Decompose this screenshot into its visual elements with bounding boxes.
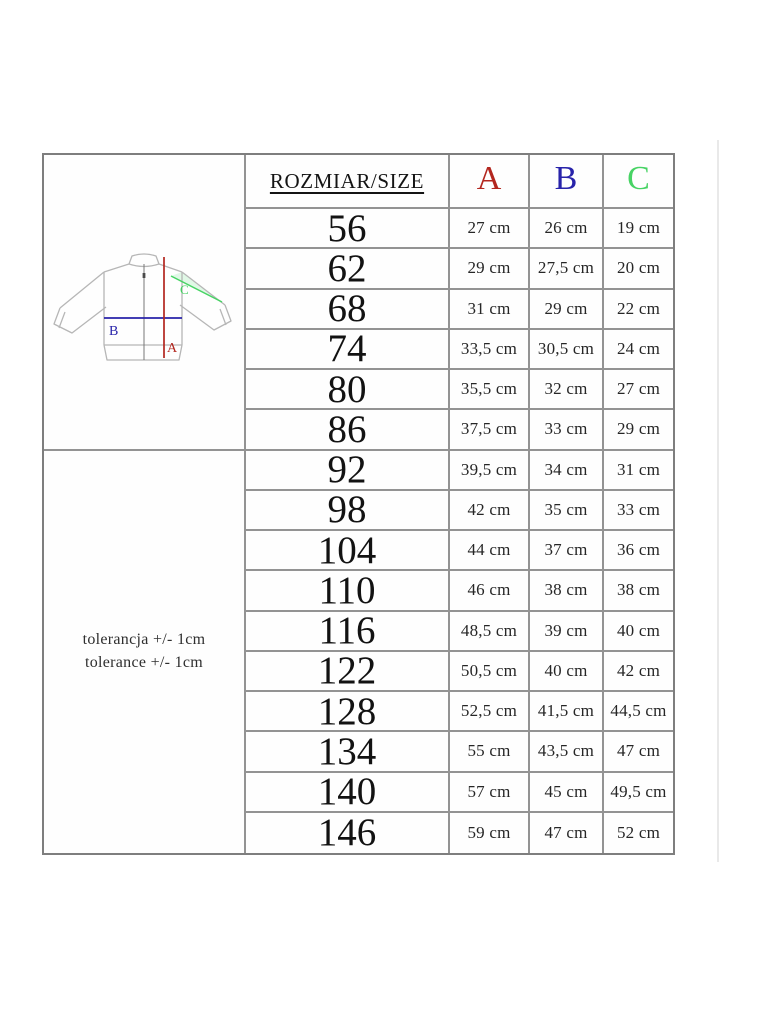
value-b-cell: 39 cm [530,612,604,652]
value-b-cell: 27,5 cm [530,249,604,289]
tolerance-text-en: tolerance +/- 1cm [84,653,204,671]
value-b-cell: 43,5 cm [530,732,604,772]
value-c-cell: 44,5 cm [604,692,673,732]
value-a-cell: 55 cm [450,732,530,772]
value-c-cell: 40 cm [604,612,673,652]
value-c-cell: 27 cm [604,370,673,410]
value-c-cell: 31 cm [604,451,673,491]
size-cell: 68 [246,290,450,330]
tolerance-text-pl: tolerancja +/- 1cm [82,631,206,649]
size-cell: 122 [246,652,450,692]
size-cell: 86 [246,410,450,450]
zipper-pull [143,273,146,278]
value-c-cell: 19 cm [604,209,673,249]
value-a-cell: 46 cm [450,571,530,611]
value-b-cell: 35 cm [530,491,604,531]
measure-line-c [171,276,222,302]
measure-label-c: C [180,282,189,297]
value-c-cell: 47 cm [604,732,673,772]
size-cell: 140 [246,773,450,813]
value-c-cell: 24 cm [604,330,673,370]
size-cell: 74 [246,330,450,370]
size-cell: 134 [246,732,450,772]
size-cell: 92 [246,451,450,491]
header-col-b: B [530,155,604,209]
value-c-cell: 38 cm [604,571,673,611]
tolerance-cell [44,451,246,854]
size-cell: 98 [246,491,450,531]
value-c-cell: 29 cm [604,410,673,450]
value-a-cell: 52,5 cm [450,692,530,732]
size-cell: 128 [246,692,450,732]
value-c-cell: 33 cm [604,491,673,531]
header-col-a: A [450,155,530,209]
jacket-diagram [44,252,244,382]
value-b-cell: 41,5 cm [530,692,604,732]
size-cell: 116 [246,612,450,652]
value-c-cell: 52 cm [616,822,661,842]
value-c-cell: 42 cm [604,652,673,692]
header-rozmiar-size: ROZMIAR/SIZE [246,155,450,209]
jacket-diagram-cell [44,155,246,451]
value-a-cell: 44 cm [450,531,530,571]
value-b-cell: 30,5 cm [530,330,604,370]
value-c-cell: 22 cm [604,290,673,330]
size-cell: 80 [246,370,450,410]
value-b-cell: 33 cm [530,410,604,450]
value-a-cell: 35,5 cm [450,370,530,410]
size-cell: 56 [246,209,450,249]
value-a-cell: 42 cm [450,491,530,531]
page-edge-line [717,140,719,862]
value-c-cell: 49,5 cm [604,773,673,813]
value-a-cell: 31 cm [450,290,530,330]
value-a-cell: 37,5 cm [450,410,530,450]
value-b-cell: 38 cm [530,571,604,611]
header-col-c: C [604,155,673,209]
size-chart-table [42,153,675,855]
value-a-cell: 29 cm [450,249,530,289]
measure-label-a: A [167,341,178,356]
value-c-cell: 36 cm [604,531,673,571]
value-a-cell: 59 cm [450,813,530,853]
size-cell: 104 [246,531,450,571]
value-b-cell: 32 cm [530,370,604,410]
value-b-cell: 40 cm [530,652,604,692]
measure-label-b: B [109,324,119,339]
value-b-cell: 45 cm [530,773,604,813]
value-a-cell: 27 cm [450,209,530,249]
value-b-cell: 26 cm [530,209,604,249]
size-cell: 146 [246,813,450,853]
value-b-cell: 47 cm [530,813,604,853]
value-b-cell: 37 cm [530,531,604,571]
size-cell: 62 [246,249,450,289]
value-b-cell: 34 cm [530,451,604,491]
value-a-cell: 48,5 cm [450,612,530,652]
value-a-cell: 33,5 cm [450,330,530,370]
value-b-cell: 29 cm [530,290,604,330]
value-a-cell: 50,5 cm [450,652,530,692]
jacket-outline [54,254,231,360]
value-a-cell: 39,5 cm [450,451,530,491]
value-c-cell: 20 cm [604,249,673,289]
size-cell: 110 [246,571,450,611]
value-a-cell: 57 cm [450,773,530,813]
